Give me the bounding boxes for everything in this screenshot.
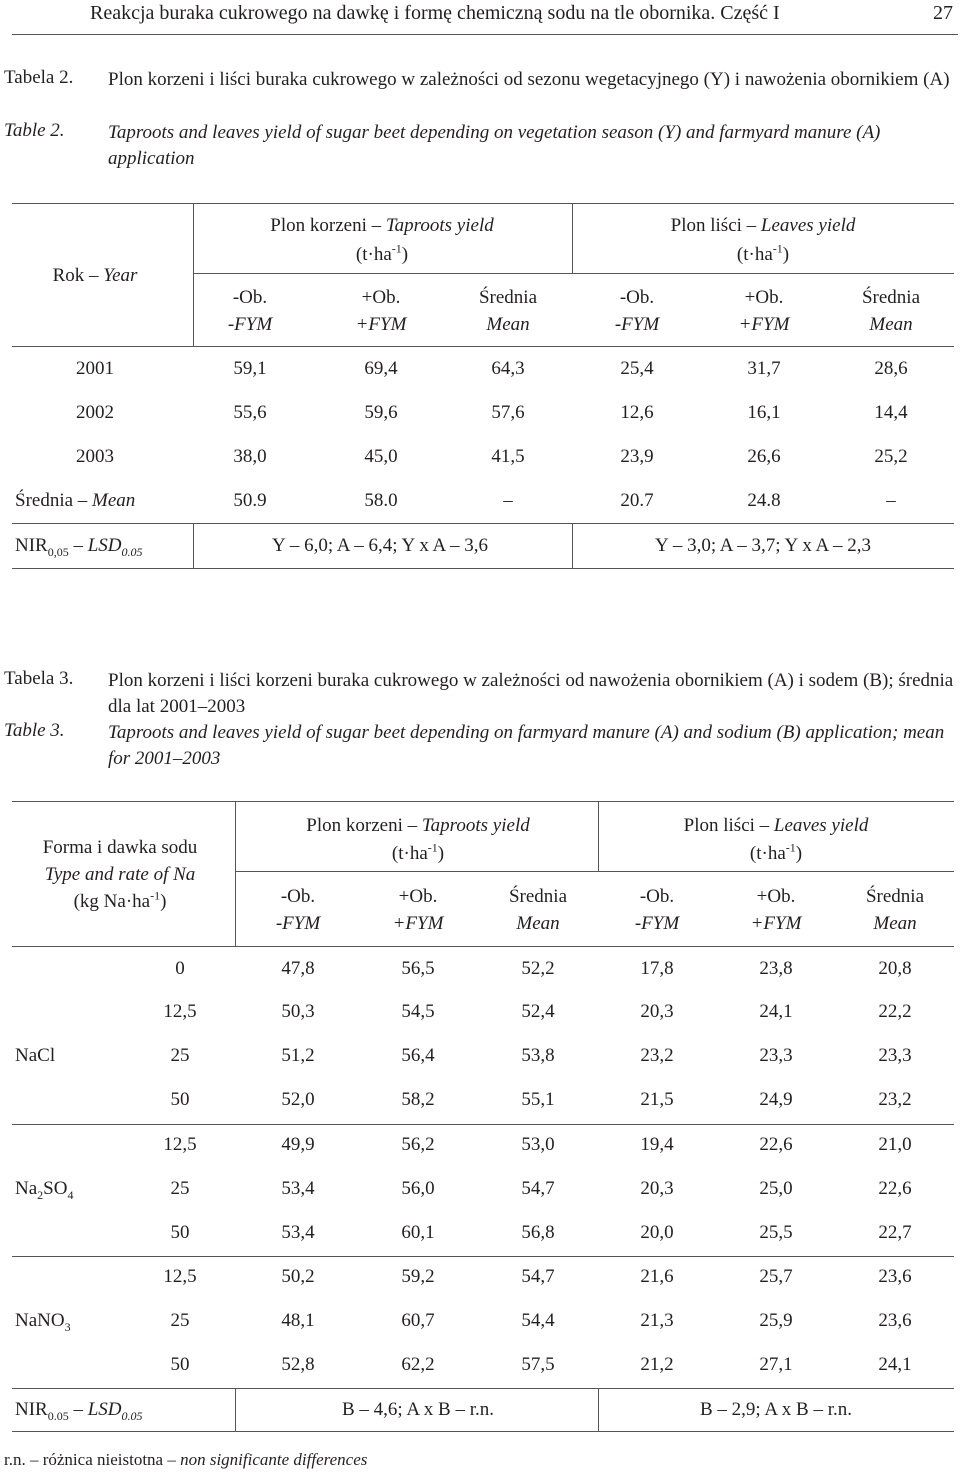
table2-caption-pl: Plon korzeni i liści buraka cukrowego w zależności od sezonu wegetacyjnego (Y) i nawożenia obornikiem (A) xyxy=(108,69,950,90)
table3-cell: 50,2 xyxy=(281,1266,315,1287)
table3-roots-header: Plon korzeni – Taproots yield xyxy=(306,815,530,836)
table2-cell: 25,2 xyxy=(874,446,908,467)
table2-cell: 41,5 xyxy=(491,446,525,467)
table3-cell: 50,3 xyxy=(281,1001,315,1022)
t2-mean-0: 50.9 xyxy=(233,490,267,511)
t3-col-plus-ob-l: +Ob. xyxy=(756,886,796,907)
table3-cell: 54,4 xyxy=(521,1310,555,1331)
t3-col-plus-fym-l: +FYM xyxy=(750,913,802,934)
table2-cell: 16,1 xyxy=(747,402,781,423)
table2-cell: 28,6 xyxy=(874,358,908,379)
t2-mean-4: 24.8 xyxy=(747,490,781,511)
table3-cell: 25,5 xyxy=(759,1222,793,1243)
t2-col-minus-ob: -Ob. xyxy=(232,287,268,308)
table3-cell: 24,1 xyxy=(759,1001,793,1022)
table3-cell: 57,5 xyxy=(521,1354,555,1375)
table3-cell: 54,5 xyxy=(401,1001,435,1022)
table3-col1-en: Type and rate of Na xyxy=(44,864,196,885)
table3-dose: 0 xyxy=(175,958,185,979)
t2-col-plus-fym-l: +FYM xyxy=(738,314,790,335)
table2-nir-leaves: Y – 3,0; A – 3,7; Y x A – 2,3 xyxy=(655,535,871,556)
table3-cell: 51,2 xyxy=(281,1045,315,1066)
table3-cell: 25,7 xyxy=(759,1266,793,1287)
table3-dose: 12,5 xyxy=(163,1001,197,1022)
table3-cell: 53,4 xyxy=(281,1178,315,1199)
table3-cell: 58,2 xyxy=(401,1089,435,1110)
t2-col-plus-ob: +Ob. xyxy=(361,287,401,308)
table2-label-en: Table 2. xyxy=(4,120,65,141)
table2-cell: 12,6 xyxy=(620,402,654,423)
t2-mean-5: – xyxy=(886,490,896,511)
t2-col-mean-pl-l: Średnia xyxy=(861,287,921,308)
table3-cell: 53,0 xyxy=(521,1134,555,1155)
table3-cell: 56,0 xyxy=(401,1178,435,1199)
table3-cell: 53,8 xyxy=(521,1045,555,1066)
table2-cell: 59,6 xyxy=(364,402,398,423)
t3-col-minus-ob: -Ob. xyxy=(280,886,316,907)
table2-row-year: 2003 xyxy=(76,446,114,467)
table3-cell: 27,1 xyxy=(759,1354,793,1375)
t3-col-minus-fym-l: -FYM xyxy=(634,913,680,934)
table2-year-header: Rok – Year xyxy=(52,265,138,286)
table3-cell: 56,8 xyxy=(521,1222,555,1243)
table2-cell: 26,6 xyxy=(747,446,781,467)
table2-cell: 25,4 xyxy=(620,358,654,379)
table3-leaves-unit: $(t\cdot ha^{-1})$ xyxy=(749,840,803,864)
table3-cell: 60,7 xyxy=(401,1310,435,1331)
table3-cell: 20,0 xyxy=(640,1222,674,1243)
table2-cell: 38,0 xyxy=(233,446,267,467)
table3-cell: 21,0 xyxy=(878,1134,912,1155)
footnote: r.n. – różnica nieistotna – non significante differences xyxy=(4,1450,368,1469)
header-rule xyxy=(12,34,958,35)
table3-cell: 54,7 xyxy=(521,1178,555,1199)
table2-cell: 69,4 xyxy=(364,358,398,379)
table3-cell: 48,1 xyxy=(281,1310,315,1331)
table3-nir-leaves: B – 2,9; A x B – r.n. xyxy=(699,1399,853,1420)
table3-cell: 21,6 xyxy=(640,1266,674,1287)
table3-nir-roots: B – 4,6; A x B – r.n. xyxy=(341,1399,495,1420)
t2-mean-2: – xyxy=(503,490,513,511)
table3-cell: 47,8 xyxy=(281,958,315,979)
t2-col-minus-ob-l: -Ob. xyxy=(619,287,655,308)
table2-mean-label: Średnia – Mean xyxy=(15,490,136,511)
table2-cell: 14,4 xyxy=(874,402,908,423)
table2-cell: 55,6 xyxy=(233,402,267,423)
table2-roots-header: Plon korzeni – Taproots yield xyxy=(270,215,494,236)
table3-dose: 25 xyxy=(170,1310,190,1331)
table3-cell: 59,2 xyxy=(401,1266,435,1287)
table2-cell: 57,6 xyxy=(491,402,525,423)
table3-cell: 24,1 xyxy=(878,1354,912,1375)
table3-caption-en: Taproots and leaves yield of sugar beet depending on farmyard manure (A) and sodium (B) application; mean for 2001–2003 xyxy=(108,722,945,769)
group-label-na2so4: $Na_2SO_4$ xyxy=(15,1178,74,1202)
table3-cell: 22,2 xyxy=(878,1001,912,1022)
table3-cell: 54,7 xyxy=(521,1266,555,1287)
table2-leaves-unit: $(t\cdot ha^{-1})$ xyxy=(736,241,790,265)
table2-cell: 31,7 xyxy=(747,358,781,379)
table3-col1-unit: (kg $Na\cdot ha^{-1}$) xyxy=(73,888,167,912)
table3-cell: 52,0 xyxy=(281,1089,315,1110)
t2-col-plus-ob-l: +Ob. xyxy=(744,287,784,308)
table3-cell: 49,9 xyxy=(281,1134,315,1155)
table3-cell: 23,3 xyxy=(878,1045,912,1066)
table3-cell: 23,8 xyxy=(759,958,793,979)
t2-col-mean-en: Mean xyxy=(486,314,530,335)
table3-cell: 17,8 xyxy=(640,958,674,979)
table3-cell: 24,9 xyxy=(759,1089,793,1110)
t3-col-plus-ob: +Ob. xyxy=(398,886,438,907)
t2-col-minus-fym-l: -FYM xyxy=(614,314,660,335)
table2-label-pl: Tabela 2. xyxy=(4,67,74,88)
t2-mean-3: 20.7 xyxy=(620,490,654,511)
table2-caption-en: Taproots and leaves yield of sugar beet depending on vegetation season (Y) and farmyard manure (A) application xyxy=(108,122,881,169)
running-title: Reakcja buraka cukrowego na dawkę i formę chemiczną sodu na tle obornika. Część I xyxy=(90,2,780,24)
t2-col-minus-fym: -FYM xyxy=(227,314,273,335)
t2-col-plus-fym: +FYM xyxy=(355,314,407,335)
page-number: 27 xyxy=(933,2,953,24)
table3-dose: 25 xyxy=(170,1045,190,1066)
table3-caption-pl: Plon korzeni i liści korzeni buraka cukrowego w zależności od nawożenia obornikiem (A) i sodem (B); średnia dla lat 2001–2003 xyxy=(108,670,954,717)
t3-col-plus-fym: +FYM xyxy=(392,913,444,934)
table3-dose: 25 xyxy=(170,1178,190,1199)
group-label-nacl: NaCl xyxy=(15,1045,56,1066)
table3-label-pl: Tabela 3. xyxy=(4,668,74,689)
table3-cell: 23,2 xyxy=(878,1089,912,1110)
t3-col-minus-fym: -FYM xyxy=(275,913,321,934)
table3-cell: 25,0 xyxy=(759,1178,793,1199)
table3-col1-pl: Forma i dawka sodu xyxy=(42,837,198,858)
table3-cell: 20,8 xyxy=(878,958,912,979)
table3-cell: 56,5 xyxy=(401,958,435,979)
table3-dose: 50 xyxy=(170,1089,190,1110)
table3-cell: 53,4 xyxy=(281,1222,315,1243)
table2-nir-label: $NIR_{0,05} - LSD_{0.05}$ xyxy=(15,535,143,559)
table3-cell: 21,5 xyxy=(640,1089,674,1110)
table2-leaves-header: Plon liści – Leaves yield xyxy=(670,215,856,236)
table2-row-year: 2001 xyxy=(76,358,114,379)
t2-mean-1: 58.0 xyxy=(364,490,398,511)
table3-dose: 50 xyxy=(170,1222,190,1243)
table3-cell: 22,7 xyxy=(878,1222,912,1243)
table3-cell: 21,3 xyxy=(640,1310,674,1331)
table3-cell: 21,2 xyxy=(640,1354,674,1375)
t3-col-mean-pl-l: Średnia xyxy=(865,886,925,907)
table3-dose: 50 xyxy=(170,1354,190,1375)
table3-nir-label: $NIR_{0.05} - LSD_{0.05}$ xyxy=(15,1399,143,1423)
t3-col-mean-en: Mean xyxy=(516,913,560,934)
table3-dose: 12,5 xyxy=(163,1134,197,1155)
table3-cell: 23,3 xyxy=(759,1045,793,1066)
table3-cell: 52,8 xyxy=(281,1354,315,1375)
table3-cell: 20,3 xyxy=(640,1001,674,1022)
t3-col-mean-pl: Średnia xyxy=(508,886,568,907)
table2-cell: 23,9 xyxy=(620,446,654,467)
table2-row-year: 2002 xyxy=(76,402,114,423)
table3-cell: 52,4 xyxy=(521,1001,555,1022)
t3-col-minus-ob-l: -Ob. xyxy=(639,886,675,907)
table2-cell: 59,1 xyxy=(233,358,267,379)
table3-cell: 52,2 xyxy=(521,958,555,979)
table3-cell: 19,4 xyxy=(640,1134,674,1155)
table3-cell: 23,2 xyxy=(640,1045,674,1066)
table3-cell: 60,1 xyxy=(401,1222,435,1243)
table3-dose: 12,5 xyxy=(163,1266,197,1287)
table3-cell: 62,2 xyxy=(401,1354,435,1375)
table3-cell: 22,6 xyxy=(759,1134,793,1155)
table3-cell: 23,6 xyxy=(878,1310,912,1331)
table2-cell: 45,0 xyxy=(364,446,398,467)
table2-cell: 64,3 xyxy=(491,358,525,379)
table3-cell: 22,6 xyxy=(878,1178,912,1199)
t3-col-mean-en-l: Mean xyxy=(873,913,917,934)
group-label-nano3: NaNO$_3$ xyxy=(15,1310,71,1334)
table2-nir-roots: Y – 6,0; A – 6,4; Y x A – 3,6 xyxy=(272,535,488,556)
table3-roots-unit: $(t\cdot ha^{-1})$ xyxy=(391,840,445,864)
table3-cell: 23,6 xyxy=(878,1266,912,1287)
table3-cell: 55,1 xyxy=(521,1089,555,1110)
table3-cell: 20,3 xyxy=(640,1178,674,1199)
table3-leaves-header: Plon liści – Leaves yield xyxy=(683,815,869,836)
table3-cell: 56,2 xyxy=(401,1134,435,1155)
t2-col-mean-en-l: Mean xyxy=(869,314,913,335)
t2-col-mean-pl: Średnia xyxy=(478,287,538,308)
table3-cell: 25,9 xyxy=(759,1310,793,1331)
table2-roots-unit: $(t\cdot ha^{-1})$ xyxy=(355,241,409,265)
table3-cell: 56,4 xyxy=(401,1045,435,1066)
table3-label-en: Table 3. xyxy=(4,720,65,741)
